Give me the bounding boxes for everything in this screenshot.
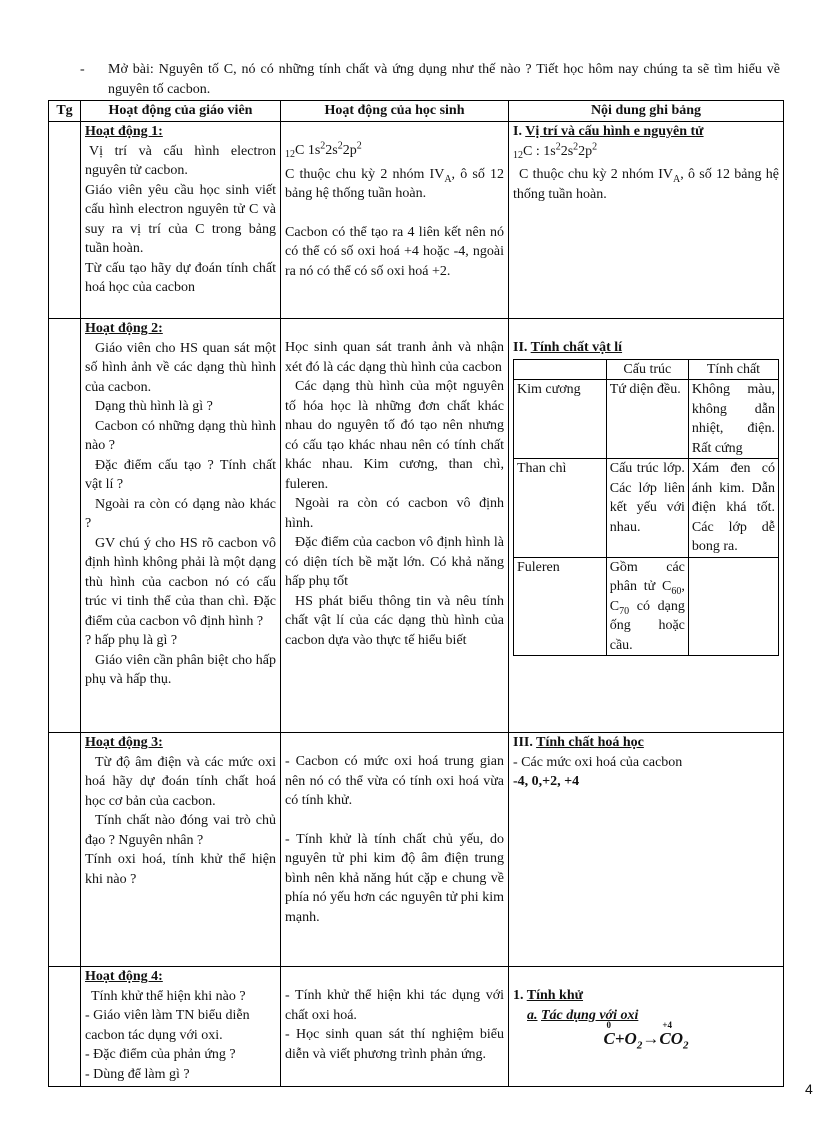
equation-product-carbon: C bbox=[659, 1029, 671, 1048]
activity-4-teacher-line: - Đặc điểm của phản ứng ? bbox=[85, 1047, 236, 1062]
section-1-position: C thuộc chu kỳ 2 nhóm $IV_A$, ô số 12 bảng hệ thống tuần hoàn. bbox=[513, 167, 779, 202]
tg-cell bbox=[49, 319, 81, 733]
section-2-heading: II. Tính chất vật lí bbox=[513, 340, 623, 355]
activity-3-student-line: - Tính khử là tính chất chủ yếu, do nguyên tử phi kim độ âm điện trung bình nên khả năng hút cặp e chung về phía nó yếu hơn các nguyên tử phi kim mạnh. bbox=[285, 831, 504, 925]
page-number: 4 bbox=[805, 1081, 813, 1097]
allotrope-header-cell bbox=[514, 359, 607, 380]
activity-2-teacher-line: Giáo viên cho HS quan sát một số hình ảnh về các dạng thù hình của cacbon. bbox=[85, 340, 276, 395]
allotrope-structure: Gồm các phân tử $C_{60}$, $C_{70}$ có dạng ống hoặc cầu. bbox=[606, 557, 688, 656]
student-cell-4 bbox=[281, 967, 509, 1087]
activity-3-student-line: - Cacbon có mức oxi hoá trung gian nên nó có thể vừa có tính oxi hoá vừa có tính khử. bbox=[285, 754, 504, 808]
activity-4-student-line: - Tính khử thể hiện khi tác dụng với chất oxi hoá. bbox=[285, 988, 504, 1023]
activity-1-position: C thuộc chu kỳ 2 nhóm $IV_A$, ô số 12 bảng hệ thống tuần hoàn. bbox=[285, 166, 504, 201]
table-row-activity-2 bbox=[49, 319, 784, 733]
equation-arrow: → bbox=[642, 1029, 660, 1048]
reaction-equation: 0 $C+O_2\to$ +4 $CO_2$ bbox=[513, 1029, 779, 1049]
activity-3-teacher-line: Từ độ âm điện và các mức oxi hoá hãy dự đoán tính chất hoá học cơ bản của cacbon. bbox=[85, 754, 276, 809]
header-tg: Tg bbox=[49, 101, 81, 122]
student-cell-3 bbox=[281, 733, 509, 967]
activity-4-title: Hoạt động 4: bbox=[85, 969, 163, 984]
section-1-config: $_{12}$C : $1s^22s^22p^2$ bbox=[513, 140, 598, 161]
content-cell-4 bbox=[509, 967, 784, 1087]
teacher-cell-2 bbox=[81, 319, 281, 733]
activity-2-student-line: Đặc điểm của cacbon vô định hình là có diện tích bề mặt lớn. Có khả năng hấp phụ tốt bbox=[285, 535, 504, 589]
activity-1-title: Hoạt động 1: bbox=[85, 124, 163, 139]
teacher-cell-4 bbox=[81, 967, 281, 1087]
activity-4-teacher-line: Tính khử thể hiện khi nào ? bbox=[91, 988, 246, 1004]
subsection-reducing-heading: 1. Tính khử bbox=[513, 988, 584, 1003]
activity-1-electron-config: $_{12}$C $1s^22s^22p^2$ bbox=[285, 140, 362, 160]
allotrope-property: Xám đen có ánh kim. Dẫn điện khá tốt. Các lớp dễ bong ra. bbox=[688, 459, 778, 558]
allotrope-row bbox=[514, 557, 779, 656]
tg-cell bbox=[49, 967, 81, 1087]
activity-4-teacher-line: - Dùng để làm gì ? bbox=[85, 1066, 190, 1082]
activity-2-teacher-line: GV chú ý cho HS rõ cacbon vô định hình không phải là một dạng thù hình của cacbon nó có cấu trúc vi tinh thể của than chì. Đặc điểm của cacbon vô định hình ? bbox=[85, 535, 276, 629]
teacher-cell-1 bbox=[81, 122, 281, 319]
allotrope-header-row bbox=[514, 359, 779, 380]
allotrope-table bbox=[513, 359, 779, 657]
section-1-heading: I. Vị trí và cấu hình e nguyên tử bbox=[513, 124, 704, 139]
lesson-table bbox=[48, 100, 784, 1087]
activity-2-student-line: Học sinh quan sát tranh ảnh và nhận xét đó là các dạng thù hình của cacbon bbox=[285, 340, 504, 375]
activity-1-teacher-line: Từ cấu tạo hãy dự đoán tính chất hoá học của cacbon bbox=[85, 260, 276, 295]
teacher-cell-3 bbox=[81, 733, 281, 967]
activity-1-oxidation: Cacbon có thể tạo ra 4 liên kết nên nó có thể có số oxi hoá +4 hoặc -4, ngoài ra nó có thể có số oxi hoá +2. bbox=[285, 224, 504, 279]
intro-bullet: - bbox=[80, 62, 85, 77]
allotrope-property: Không màu, không dẫn nhiệt, điện. Rất cứng bbox=[688, 380, 778, 459]
allotrope-name: Kim cương bbox=[514, 380, 607, 459]
activity-2-teacher-line: Dạng thù hình là gì ? bbox=[95, 399, 213, 414]
activity-3-title: Hoạt động 3: bbox=[85, 735, 163, 750]
student-cell-1 bbox=[281, 122, 509, 319]
allotrope-property bbox=[688, 557, 778, 656]
allotrope-header-cell: Tính chất bbox=[688, 359, 778, 380]
activity-2-student-line: Ngoài ra còn có cacbon vô định hình. bbox=[285, 496, 504, 531]
table-row-activity-1 bbox=[49, 122, 784, 319]
equation-carbon: C bbox=[603, 1029, 615, 1048]
section-3-line: - Các mức oxi hoá của cacbon bbox=[513, 754, 683, 770]
activity-2-teacher-line: Giáo viên cần phân biệt cho hấp phụ và hấp thụ. bbox=[85, 652, 276, 687]
activity-2-teacher-line: Cacbon có những dạng thù hình nào ? bbox=[85, 418, 276, 453]
allotrope-row bbox=[514, 459, 779, 558]
activity-4-teacher-line: - Giáo viên làm TN biểu diễn cacbon tác dụng với oxi. bbox=[85, 1008, 250, 1043]
header-content: Nội dung ghi bảng bbox=[509, 101, 784, 122]
equation-oxygen: +O bbox=[614, 1029, 637, 1048]
activity-3-teacher-line: Tính oxi hoá, tính khử thể hiện khi nào ? bbox=[85, 852, 276, 887]
activity-2-teacher-line: ? hấp phụ là gì ? bbox=[85, 633, 178, 648]
activity-2-title: Hoạt động 2: bbox=[85, 321, 163, 336]
allotrope-name: Fuleren bbox=[514, 557, 607, 656]
intro-text: Mở bài: Nguyên tố C, nó có những tính chất và ứng dụng như thế nào ? Tiết học hôm nay chúng ta sẽ tìm hiểu về nguyên tố cacbon. bbox=[108, 62, 780, 97]
equation-product-oxygen: O bbox=[670, 1029, 683, 1048]
activity-1-teacher-line: Giáo viên yêu cầu học sinh viết cấu hình electron nguyên tử C và suy ra vị trí của C trong bảng tuần hoàn. bbox=[85, 182, 276, 256]
section-3-oxidation-states: -4, 0,+2, +4 bbox=[513, 774, 580, 789]
table-row-activity-4 bbox=[49, 967, 784, 1087]
activity-2-teacher-line: Ngoài ra còn có dạng nào khác ? bbox=[85, 496, 276, 531]
item-oxygen-heading: a. Tác dụng với oxi bbox=[527, 1007, 639, 1023]
allotrope-header-cell: Cấu trúc bbox=[606, 359, 688, 380]
allotrope-structure: Cấu trúc lớp. Các lớp liên kết yếu với nhau. bbox=[606, 459, 688, 558]
activity-3-teacher-line: Tính chất nào đóng vai trò chủ đạo ? Nguyên nhân ? bbox=[85, 813, 276, 848]
oxidation-number: +4 bbox=[662, 1020, 672, 1030]
content-cell-1 bbox=[509, 122, 784, 319]
oxidation-number: 0 bbox=[606, 1020, 612, 1030]
tg-cell bbox=[49, 122, 81, 319]
header-teacher: Hoạt động của giáo viên bbox=[81, 101, 281, 122]
tg-cell bbox=[49, 733, 81, 967]
section-3-heading: III. Tính chất hoá học bbox=[513, 735, 644, 750]
allotrope-name: Than chì bbox=[514, 459, 607, 558]
activity-1-teacher-line: Vị trí và cấu hình electron nguyên tử cacbon. bbox=[85, 143, 276, 178]
content-cell-3 bbox=[509, 733, 784, 967]
table-row-activity-3 bbox=[49, 733, 784, 967]
activity-4-student-line: - Học sinh quan sát thí nghiệm biểu diễn và viết phương trình phản ứng. bbox=[285, 1027, 504, 1062]
activity-2-student-line: Các dạng thù hình của một nguyên tố hóa học là những đơn chất khác nhau do nguyên tố đó tạo nên nhưng có cấu tạo khác nhau nên có tính chất khác nhau. Kim cương, than chì, fuleren. bbox=[285, 379, 504, 492]
content-cell-2 bbox=[509, 319, 784, 733]
header-student: Hoạt động của học sinh bbox=[281, 101, 509, 122]
activity-2-student-line: HS phát biểu thông tin và nêu tính chất vật lí của các dạng thù hình của cacbon dựa vào thực tế hiểu biết bbox=[285, 593, 504, 648]
intro-paragraph bbox=[80, 60, 780, 99]
activity-2-teacher-line: Đặc điểm cấu tạo ? Tính chất vật lí ? bbox=[85, 457, 276, 492]
student-cell-2 bbox=[281, 319, 509, 733]
allotrope-structure: Tứ diện đều. bbox=[606, 380, 688, 459]
allotrope-row bbox=[514, 380, 779, 459]
table-header-row bbox=[49, 101, 784, 122]
